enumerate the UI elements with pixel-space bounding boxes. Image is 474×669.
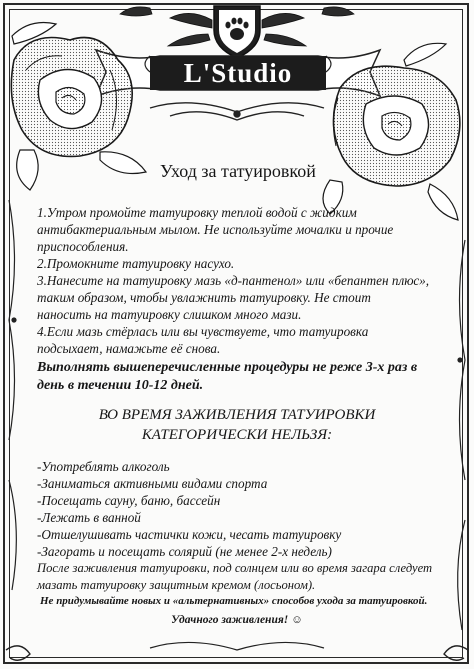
paw-crest-icon bbox=[214, 6, 260, 58]
left-rose-illustration bbox=[11, 23, 146, 191]
bottom-swirl bbox=[150, 642, 324, 650]
corner-ornaments bbox=[6, 646, 468, 660]
step-line: антибактериальным мылом. Не используйте мочалки и прочие bbox=[37, 222, 394, 237]
aftercare-note: После заживления татуировки, под солнцем или во время загара следует bbox=[37, 561, 433, 575]
advice-note: Не придумывайте новых и «альтернативных» способов ухода за татуировкой. bbox=[40, 595, 428, 607]
prohibited-item: -Посещать сауну, баню, бассейн bbox=[37, 493, 221, 508]
step-line: подсыхает, намажьте её снова. bbox=[37, 341, 221, 356]
prohibited-item: -Лежать в ванной bbox=[37, 510, 141, 525]
prohibited-item: -Употреблять алкоголь bbox=[37, 459, 170, 474]
frequency-note: день в течении 10-12 дней. bbox=[37, 378, 204, 393]
step-line: 3.Нанесите на татуировку мазь «д-пантенол» или «бепантен плюс», bbox=[37, 273, 430, 288]
step-line: 1.Утром промойте татуировку теплой водой с жидким bbox=[37, 205, 357, 220]
prohibited-item: -Отшелушивать частички кожи, чесать татуировку bbox=[37, 527, 342, 542]
prohibited-item: -Загорать и посещать солярий (не менее 2-х недель) bbox=[37, 544, 332, 559]
step-line: наносить на татуировку слишком много мази. bbox=[37, 307, 302, 322]
step-line: 4.Если мазь стёрлась или вы чувствуете, что татуировка bbox=[37, 324, 369, 339]
page-title: Уход за татуировкой bbox=[160, 161, 316, 181]
frequency-note: Выполнять вышеперечисленные процедуры не реже 3-х раз в bbox=[37, 360, 418, 375]
logo-text: L'Studio bbox=[183, 58, 293, 88]
step-line: 2.Промокните татуировку насухо. bbox=[37, 256, 235, 271]
warning-heading: КАТЕГОРИЧЕСКИ НЕЛЬЗЯ: bbox=[141, 427, 333, 443]
aftercare-note: мазать татуировку защитным кремом (лосьоном). bbox=[37, 578, 316, 592]
logo-banner bbox=[96, 50, 380, 96]
warning-heading: ВО ВРЕМЯ ЗАЖИВЛЕНИЯ ТАТУИРОВКИ bbox=[98, 407, 376, 423]
step-line: приспособления. bbox=[37, 239, 129, 254]
prohibited-item: -Заниматься активными видами спорта bbox=[37, 476, 268, 491]
banner-swirl bbox=[150, 103, 324, 120]
step-line: таким образом, чтобы увлажнить татуировку. Не стоит bbox=[37, 290, 371, 305]
closing-wish: Удачного заживления! ☺ bbox=[171, 614, 303, 626]
